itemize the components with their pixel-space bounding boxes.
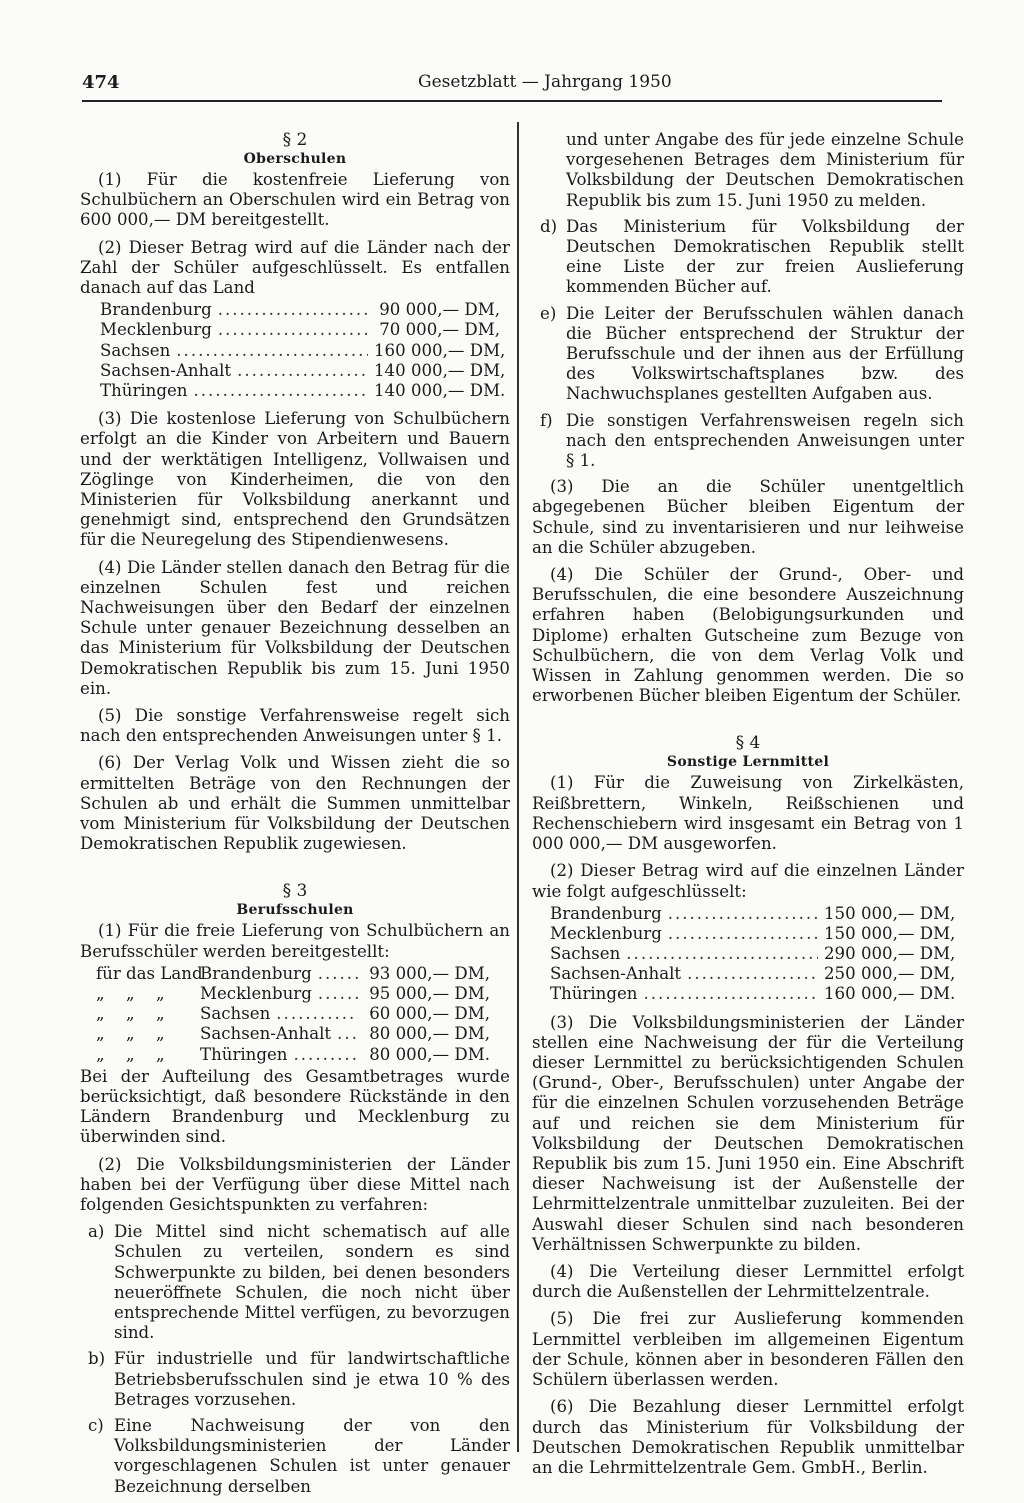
amount-row: „ „ „ Sachsen-Anhalt ..... 80 000,— DM, — [96, 1024, 490, 1044]
amount-row — [550, 944, 956, 964]
list-item: b) Für industrielle und für landwirtschaftliche Betriebsberufsschulen sind je etwa 10 % des Betrages vorzusehen. — [88, 1349, 510, 1409]
paragraph: (4) Die Länder stellen danach den Betrag für die einzelnen Schulen fest und reichen Nachweisungen über den Bedarf der einzelnen Schule unter genauer Bezeichnung desselben an das Ministerium für Volksbildung der Deutschen Demokratischen Republik bis zum 15. Juni 1950 ein. — [80, 557, 510, 698]
column-divider — [517, 122, 519, 1452]
land-name: Sachsen-Anhalt — [200, 1024, 332, 1044]
amount-row — [550, 964, 956, 984]
amount-row: „ „ „ Thüringen ..... 80 000,— DM. — [96, 1045, 490, 1065]
amount-row: „ „ „ Mecklenburg ..... 95 000,— DM, — [96, 984, 490, 1004]
land-name: Brandenburg — [200, 963, 312, 983]
amount-row — [550, 923, 956, 944]
land-name: Sachsen-Anhalt — [100, 360, 232, 380]
paragraph: (6) Der Verlag Volk und Wissen zieht die so ermittelten Beträge von den Rechnungen der Schulen ab und erhält die Summen unmittelbar vom Ministerium für Volksbildung der Deutschen Demokratischen Republik zugewiesen. — [80, 753, 510, 854]
amount-value: 70 000,— DM, — [379, 320, 500, 340]
amount-row — [96, 964, 490, 984]
list-item: c) Eine Nachweisung der von den Volksbildungsministerien der Länder vorgeschlagenen Schulen ist unter genauer Bezeichnung derselben — [88, 1416, 510, 1496]
amount-row — [100, 300, 500, 320]
land-name: Sachsen — [550, 944, 621, 964]
land-name: Sachsen — [100, 340, 171, 360]
list-item: a) Die Mittel sind nicht schematisch auf alle Schulen zu verteilen, sondern es sind Schwerpunkte zu bilden, bei denen besonders neueröffnete Schulen, die noch nicht über entsprechende Mittel verfügen, zu bevorzugen sind. — [88, 1222, 510, 1343]
land-name: Sachsen — [200, 1004, 271, 1024]
section-title: Berufsschulen — [236, 902, 354, 919]
paragraph: (5) Die sonstige Verfahrensweise regelt sich nach den entsprechenden Anweisungen unter § 1. — [80, 706, 510, 746]
amount-value: 290 000,— DM, — [824, 944, 956, 964]
page-header — [82, 72, 944, 98]
land-name: Brandenburg — [100, 300, 212, 320]
page-number: 474 — [82, 72, 120, 93]
land-name: Thüringen — [200, 1044, 288, 1064]
amount-value: 80 000,— DM, — [369, 1024, 490, 1044]
left-column — [80, 130, 510, 1503]
row-prefix: für das Land — [96, 963, 203, 983]
amount-row — [100, 340, 506, 361]
amount-value: 150 000,— DM, — [824, 923, 956, 943]
paragraph: (1) Für die freie Lieferung von Schulbüchern an Berufsschüler werden bereitgestellt: — [80, 921, 510, 961]
land-name: Thüringen — [100, 380, 188, 400]
paragraph: (2) Dieser Betrag wird auf die Länder nach der Zahl der Schüler aufgeschlüsselt. Es entfallen danach auf das Land — [80, 237, 510, 298]
right-column — [532, 130, 964, 1485]
amount-row: „ „ „ Sachsen ..... 60 000,— DM, — [96, 1004, 490, 1024]
running-title: Gesetzblatt — Jahrgang 1950 — [418, 72, 672, 92]
paragraph: (4) Die Verteilung dieser Lernmittel erfolgt durch die Außenstellen der Lehrmittelzentrale. — [532, 1262, 964, 1302]
land-name: Mecklenburg — [100, 320, 212, 340]
land-name: Mecklenburg — [550, 923, 662, 943]
amount-row — [100, 320, 500, 340]
amount-value: 150 000,— DM, — [824, 903, 956, 923]
paragraph: (3) Die an die Schüler unentgeltlich abgegebenen Bücher bleiben Eigentum der Schule, sind zu inventarisieren und nur leihweise an die Schüler abzugeben. — [532, 477, 964, 557]
amount-value: 95 000,— DM, — [369, 984, 490, 1004]
land-name: Thüringen — [550, 984, 638, 1004]
section-number: § 3 — [282, 881, 308, 902]
amount-value: 160 000,— DM, — [374, 340, 506, 360]
amount-value: 90 000,— DM, — [379, 300, 500, 320]
land-name: Mecklenburg — [200, 984, 312, 1004]
amount-value: 160 000,— DM. — [824, 984, 956, 1004]
land-name: Sachsen-Anhalt — [550, 964, 682, 984]
land-name: Brandenburg — [550, 903, 662, 923]
amount-value: 80 000,— DM. — [369, 1044, 490, 1064]
paragraph: (6) Die Bezahlung dieser Lernmittel erfolgt durch das Ministerium für Volksbildung der Deutschen Demokratischen Republik unmittelbar an die Lehrmittelzentrale Gem. GmbH., Berlin. — [532, 1397, 964, 1477]
amount-row — [100, 380, 506, 401]
amount-table — [550, 903, 956, 1005]
paragraph: (1) Für die Zuweisung von Zirkelkästen, Reißbrettern, Winkeln, Reißschienen und Rechenschiebern wird insgesamt ein Betrag von 1 000 000,— DM ausgeworfen. — [532, 773, 964, 854]
amount-table — [100, 300, 506, 401]
amount-row — [550, 984, 956, 1004]
amount-value: 140 000,— DM. — [374, 380, 506, 400]
list-item: d) Das Ministerium für Volksbildung der Deutschen Demokratischen Republik stellt eine Liste der zur freien Auslieferung kommenden Bücher auf. — [540, 216, 964, 297]
paragraph: (4) Die Schüler der Grund-, Ober- und Berufsschulen, die eine besondere Auszeichnung erfahren haben (Belobigungsurkunden und Diplome) erhalten Gutscheine zum Bezuge von Schulbüchern, die von dem Verlag Volk und Wissen in Zahlung genommen werden. Die so erworbenen Bücher bleiben Eigentum der Schüler. — [532, 565, 964, 706]
paragraph: (3) Die kostenlose Lieferung von Schulbüchern erfolgt an die Kinder von Arbeitern und Bauern und der werktätigen Intelligenz, Vollwaisen und Zöglinge von Kinderheimen, die von den Ministerien für Volksbildung anerkannt und genehmigt sind, entsprechend den Grundsätzen für die Neuregelung des Stipendienwesens. — [80, 409, 510, 550]
amount-value: 250 000,— DM, — [824, 964, 956, 984]
paragraph: (5) Die frei zur Auslieferung kommenden Lernmittel verbleiben im allgemeinen Eigentum der Schule, können aber in besonderen Fällen den Schülern überlassen werden. — [532, 1309, 964, 1390]
list-item-continuation: und unter Angabe des für jede einzelne Schule vorgesehenen Betrages dem Ministerium für Volksbildung der Deutschen Demokratischen Republik bis zum 15. Juni 1950 zu melden. — [566, 130, 964, 210]
list-item: f) Die sonstigen Verfahrensweisen regeln sich nach den entsprechenden Anweisungen unter § 1. — [540, 410, 964, 471]
list-item: e) Die Leiter der Berufsschulen wählen danach die Bücher entsprechend der Struktur der Berufsschule und der ihnen aus der Erfüllung des Volkswirtschaftsplanes bzw. des Nachwuchsplanes gestellten Aufgaben aus. — [540, 303, 964, 404]
amount-table — [96, 964, 490, 1065]
amount-value: 60 000,— DM, — [369, 1004, 490, 1024]
amount-row — [550, 903, 956, 924]
paragraph: (2) Dieser Betrag wird auf die einzelnen Länder wie folgt aufgeschlüsselt: — [532, 861, 964, 901]
paragraph: (2) Die Volksbildungsministerien der Länder haben bei der Verfügung über diese Mittel nach folgenden Gesichtspunkten zu verfahren: — [80, 1154, 510, 1214]
paragraph: (3) Die Volksbildungsministerien der Länder stellen eine Nachweisung der für die Verteilung dieser Lernmittel zu berücksichtigenden Schulen (Grund-, Ober-, Berufsschulen) unter Angabe der für die einzelnen Schulen vorzusehenden Beträge auf und reichen sie dem Ministerium für Volksbildung der Deutschen Demokratischen Republik bis zum 15. Juni 1950 ein. Eine Abschrift dieser Nachweisung ist der Außenstelle der Lehrmittelzentrale unmittelbar zuzuleiten. Bei der Auswahl dieser Schulen sind nach besonderen Verhältnissen Schwerpunkte zu bilden. — [532, 1012, 964, 1254]
section-title: Sonstige Lernmittel — [666, 754, 830, 771]
section-number: § 4 — [735, 733, 761, 754]
section-title: Oberschulen — [243, 151, 347, 167]
section-number: § 2 — [282, 130, 308, 150]
amount-value: 140 000,— DM, — [374, 360, 506, 380]
amount-row — [100, 360, 506, 381]
paragraph: Bei der Aufteilung des Gesamtbetrages wurde berücksichtigt, daß besondere Rückstände in den Ländern Brandenburg und Mecklenburg zu überwinden sind. — [80, 1066, 510, 1147]
paragraph: (1) Für die kostenfreie Lieferung von Schulbüchern an Oberschulen wird ein Betrag von 600 000,— DM bereitgestellt. — [80, 170, 510, 230]
amount-value: 93 000,— DM, — [369, 963, 490, 983]
header-rule — [82, 100, 942, 102]
